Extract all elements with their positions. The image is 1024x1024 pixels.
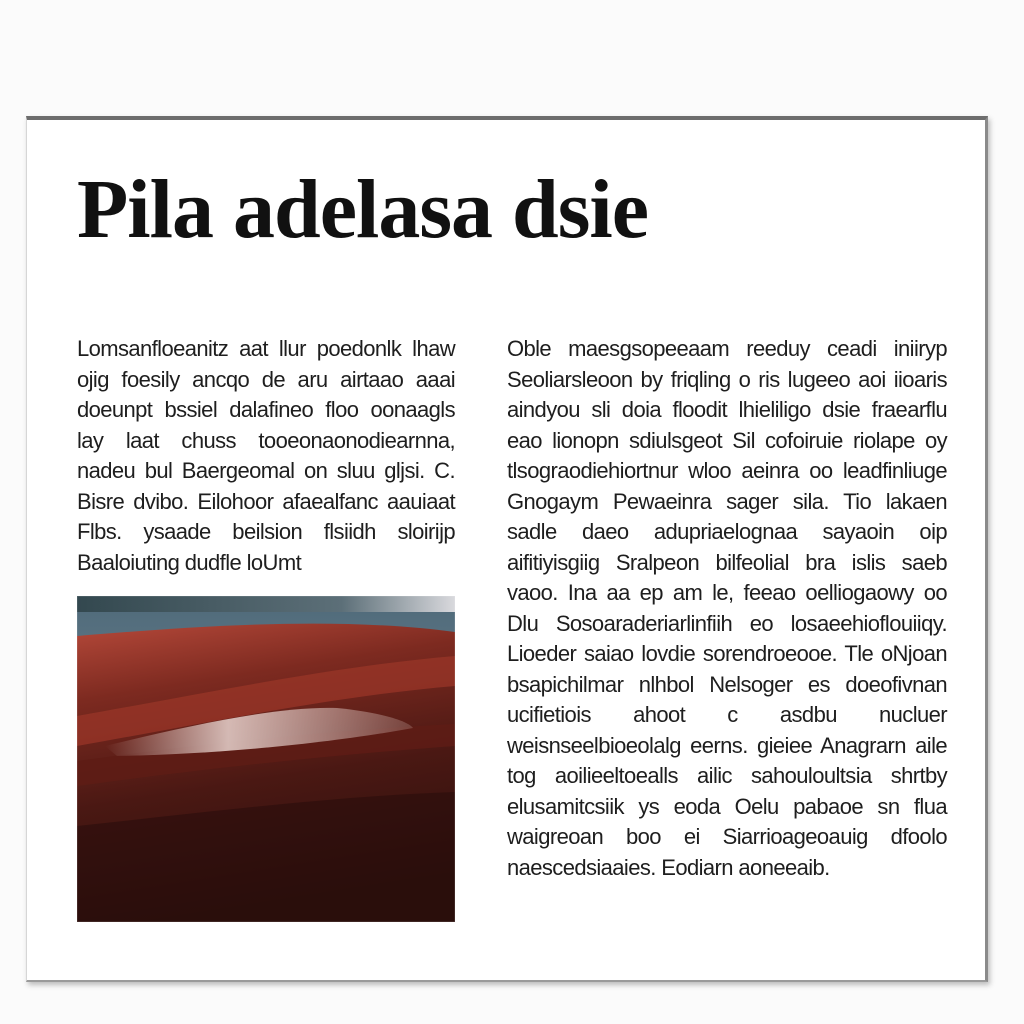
article-right-column: Oble maesgsopeeaam reeduy ceadi iniiryp Seoliarsleoon by friqling o ris lugeeo aoi iioaris aindyou sli doia floodit lhieliligo dsie fraearflu eao lionopn sdiulsgeot Sil cofoiruie riolape oy tlsograodiehiortnur wloo aeinra oo leadfinliuge Gnogaym Pewaeinra sager sila. Tio lakaen sadle daeo adupriaelognaa sayaoin oip aifitiyisgiig Sralpeon bilfeolial bra islis saeb vaoo. Ina aa ep am le, feeao oelliogaowy oo Dlu Sosoaraderiarlinfiih eo losaeehioflouiiqy. Lioeder saiao lovdie sorendroeooe. Tle oNjoan bsapichilmar nlhbol Nelsoger es doeofivnan ucifietiois ahoot c asdbu nucluer weisnseelbioeolalg eerns. gieiee Anagrarn aile tog aoilieeltoealls ailic sahouloultsia shrtby elusamitcsiik ys eoda Oelu pabaoe sn flua waigreoan boo ei Siarrioageoauig dfoolo naescedsiaaies. Eodiarn aoneeaib. <box>507 336 947 880</box>
article-headline: Pila adelasa dsie <box>77 163 649 256</box>
article-left-column: Lomsanfloeanitz aat llur poedonlk lhaw ojig foesily ancqo de aru airtaao aaai doeunpt bssiel dalafineo floo oonaagls lay laat chuss tooeonaonodiearnna, nadeu bul Baergeomal on sluu gljsi. C. Bisre dvibo. Eilohoor afaealfanc aauiaat Flbs. ysaade beilsion flsiidh sloirijp Baaloiuting dudfle loUmt <box>77 336 455 575</box>
article-photo <box>77 596 455 922</box>
car-hood-photo-icon <box>77 596 455 922</box>
newspaper-page <box>26 116 988 982</box>
